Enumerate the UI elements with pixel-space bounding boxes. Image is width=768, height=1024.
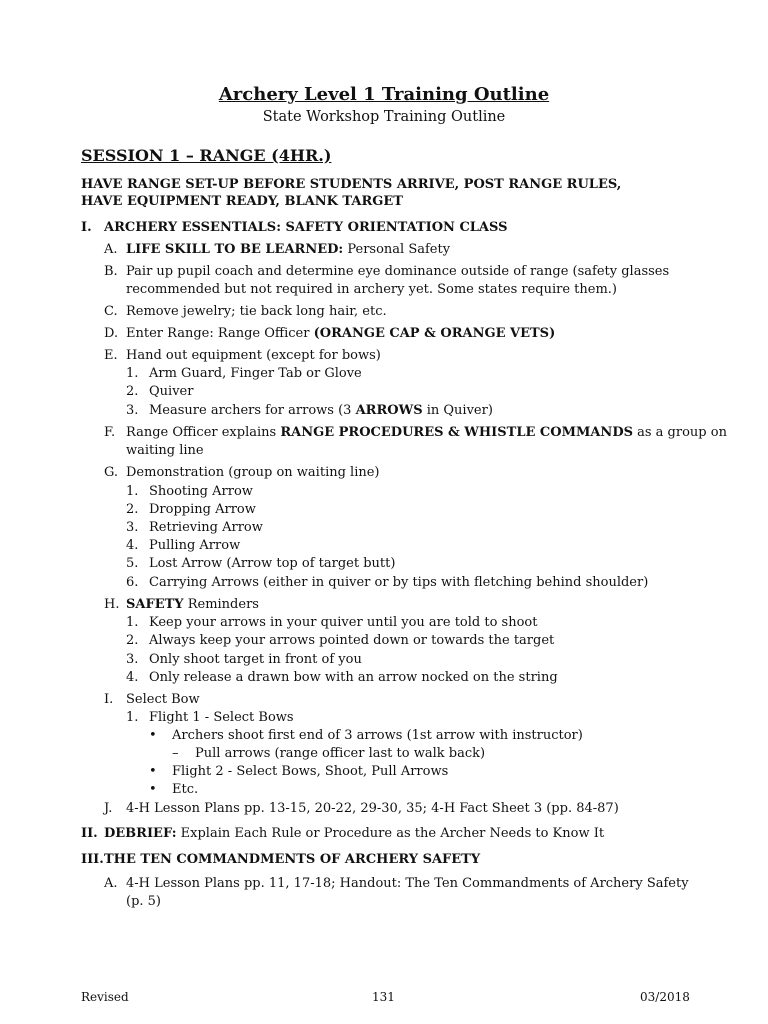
item-g6-marker: 6.	[126, 575, 139, 590]
item-h1-marker: 1.	[126, 615, 139, 630]
item-h2-marker: 2.	[126, 633, 139, 648]
item-h1: Keep your arrows in your quiver until you are told to shoot	[149, 615, 538, 630]
intro-instructions: HAVE RANGE SET-UP BEFORE STUDENTS ARRIVE, POST RANGE RULES, HAVE EQUIPMENT READY, BLANK TARGET	[81, 177, 622, 209]
item-g2: Dropping Arrow	[149, 502, 256, 517]
item-e3-post: in Quiver)	[422, 403, 493, 418]
item-j-marker: J.	[104, 801, 113, 816]
bullet-2: Flight 2 - Select Bows, Shoot, Pull Arrows	[172, 764, 449, 779]
item-iii-a-line1: 4-H Lesson Plans pp. 11, 17-18; Handout: The Ten Commandments of Archery Safety	[126, 876, 689, 891]
item-h	[126, 596, 259, 614]
bullet-3: Etc.	[172, 782, 199, 797]
item-h-bold: SAFETY	[126, 597, 184, 612]
item-f-line2: waiting line	[126, 443, 204, 458]
item-e2: Quiver	[149, 384, 194, 399]
item-h4: Only release a drawn bow with an arrow nocked on the string	[149, 670, 558, 685]
item-f-line1	[126, 424, 727, 442]
item-i: Select Bow	[126, 692, 200, 707]
item-d-text: Enter Range: Range Officer	[126, 326, 314, 341]
item-e3-bold: ARROWS	[355, 403, 423, 418]
item-e-marker: E.	[104, 348, 118, 363]
item-h4-marker: 4.	[126, 670, 139, 685]
document-subtitle: State Workshop Training Outline	[262, 109, 506, 125]
item-g-marker: G.	[104, 465, 119, 480]
item-h3-marker: 3.	[126, 652, 139, 667]
section-iii-marker: III.	[81, 852, 104, 867]
item-h2: Always keep your arrows pointed down or towards the target	[149, 633, 555, 648]
item-g4: Pulling Arrow	[149, 538, 241, 553]
item-c-marker: C.	[104, 304, 118, 319]
item-g: Demonstration (group on waiting line)	[126, 465, 380, 480]
item-e: Hand out equipment (except for bows)	[126, 348, 381, 363]
item-h3: Only shoot target in front of you	[149, 652, 362, 667]
item-iii-a-marker: A.	[104, 876, 118, 891]
dash-1: Pull arrows (range officer last to walk back)	[195, 746, 486, 761]
item-b-marker: B.	[104, 264, 118, 279]
item-b-line2: recommended but not required in archery yet. Some states require them.)	[126, 282, 617, 297]
item-d-bold: (ORANGE CAP & ORANGE VETS)	[313, 326, 556, 341]
item-d-marker: D.	[104, 326, 119, 341]
section-iii-heading: THE TEN COMMANDMENTS OF ARCHERY SAFETY	[104, 852, 481, 867]
session-heading: SESSION 1 – RANGE (4HR.)	[81, 146, 332, 165]
item-e3	[149, 402, 493, 420]
footer-revised: Revised	[81, 990, 129, 1004]
section-i-marker: I.	[81, 220, 92, 235]
item-g5-marker: 5.	[126, 556, 139, 571]
item-g5: Lost Arrow (Arrow top of target butt)	[149, 556, 396, 571]
bullet-2-marker: •	[149, 764, 157, 779]
item-g1: Shooting Arrow	[149, 484, 253, 499]
item-g3: Retrieving Arrow	[149, 520, 263, 535]
life-skill-value: Personal Safety	[347, 242, 451, 257]
item-a-marker: A.	[104, 242, 118, 257]
item-g4-marker: 4.	[126, 538, 139, 553]
section-ii-marker: II.	[81, 826, 98, 841]
item-e2-marker: 2.	[126, 384, 139, 399]
item-h-text: Reminders	[183, 597, 259, 612]
item-iii-a-line2: (p. 5)	[126, 894, 162, 909]
item-e1: Arm Guard, Finger Tab or Glove	[149, 366, 362, 381]
item-e3-pre: Measure archers for arrows (3	[149, 403, 356, 418]
item-i1-marker: 1.	[126, 710, 139, 725]
bullet-1-marker: •	[149, 728, 157, 743]
item-b-line1: Pair up pupil coach and determine eye dominance outside of range (safety glasses	[126, 264, 670, 279]
item-e3-marker: 3.	[126, 403, 139, 418]
life-skill-label: LIFE SKILL TO BE LEARNED:	[126, 242, 344, 257]
bullet-1: Archers shoot first end of 3 arrows (1st arrow with instructor)	[172, 728, 583, 743]
dash-1-marker: –	[172, 746, 179, 761]
footer-date: 03/2018	[640, 990, 690, 1004]
item-j: 4-H Lesson Plans pp. 13-15, 20-22, 29-30, 35; 4-H Fact Sheet 3 (pp. 84-87)	[126, 801, 619, 816]
item-g3-marker: 3.	[126, 520, 139, 535]
footer-page-number: 131	[372, 990, 395, 1004]
item-g2-marker: 2.	[126, 502, 139, 517]
section-i-heading: ARCHERY ESSENTIALS: SAFETY ORIENTATION CLASS	[104, 220, 508, 235]
item-a	[126, 241, 450, 259]
item-d	[126, 325, 555, 343]
item-i-marker: I.	[104, 692, 114, 707]
item-e1-marker: 1.	[126, 366, 139, 381]
item-c: Remove jewelry; tie back long hair, etc.	[126, 304, 387, 319]
item-f-post: as a group on	[632, 425, 727, 440]
item-g1-marker: 1.	[126, 484, 139, 499]
debrief-text: Explain Each Rule or Procedure as the Archer Needs to Know It	[176, 826, 605, 841]
item-f-pre: Range Officer explains	[126, 425, 281, 440]
document-title: Archery Level 1 Training Outline	[218, 84, 550, 105]
item-i1: Flight 1 - Select Bows	[149, 710, 294, 725]
section-ii	[104, 825, 604, 843]
bullet-3-marker: •	[149, 782, 157, 797]
item-h-marker: H.	[104, 597, 120, 612]
debrief-label: DEBRIEF:	[104, 826, 177, 841]
item-f-marker: F.	[104, 425, 116, 440]
item-g6: Carrying Arrows (either in quiver or by tips with fletching behind shoulder)	[149, 575, 649, 590]
item-f-bold: RANGE PROCEDURES & WHISTLE COMMANDS	[280, 425, 633, 440]
